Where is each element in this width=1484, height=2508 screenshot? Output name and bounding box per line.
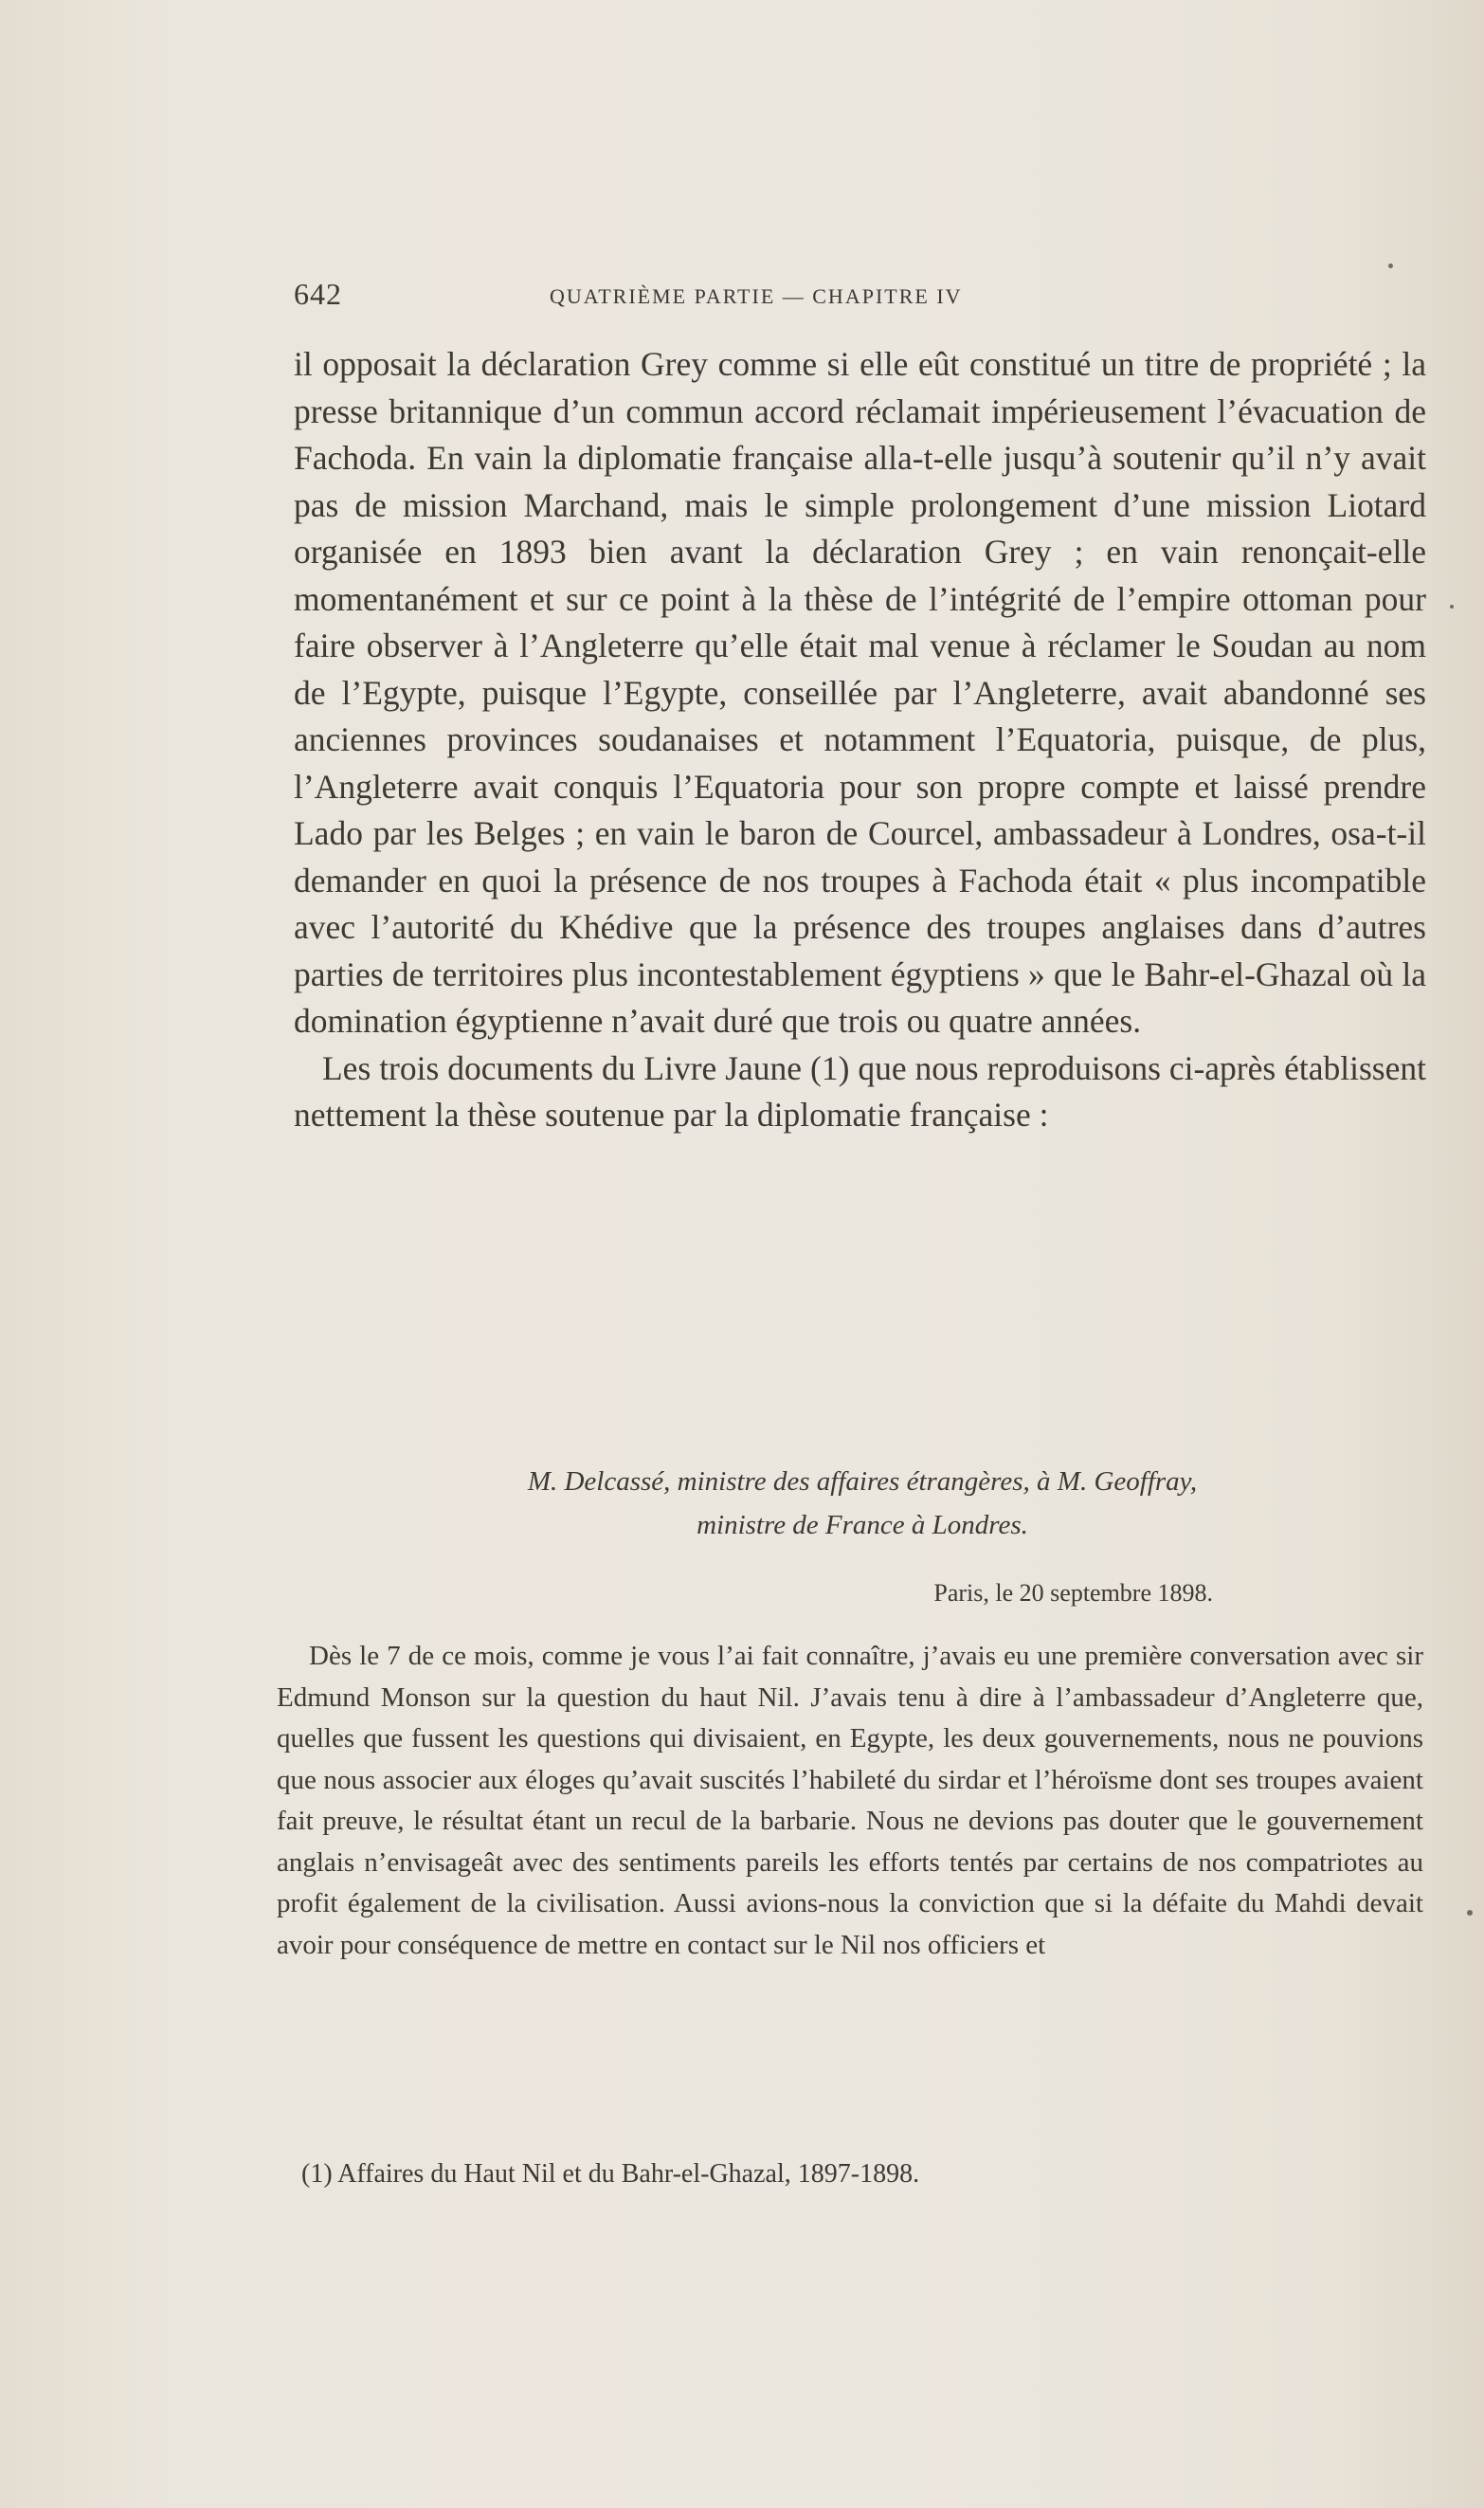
letter-recipient-line: ministre de France à Londres. bbox=[697, 1510, 1028, 1540]
letter-heading bbox=[360, 1460, 1365, 1547]
footnote: (1) Affaires du Haut Nil et du Bahr-el-Ghazal, 1897-1898. bbox=[301, 2159, 920, 2189]
letter-paragraph: Dès le 7 de ce mois, comme je vous l’ai fait connaître, j’avais eu une première conversation avec sir Edmund Monson sur la question du haut Nil. J’avais tenu à dire à l’ambassadeur d’Angleterre que, quelles que fussent les questions qui divisaient, en Egypte, les deux gouvernements, nous ne pouvions que nous associer aux éloges qu’avait suscités l’habileté du sirdar et l’héroïsme dont ses troupes avaient fait preuve, le résultat étant un recul de la barbarie. Nous ne devions pas douter que le gouvernement anglais n’envisageât avec des sentiments pareils les efforts tentés par certains de nos compatriotes au profit également de la civilisation. Aussi avions-nous la conviction que si la défaite du Mahdi devait avoir pour conséquence de mettre en contact sur le Nil nos officiers et bbox=[277, 1641, 1423, 1960]
page-header bbox=[294, 277, 1166, 315]
print-speck bbox=[1388, 264, 1393, 268]
letter-date: Paris, le 20 septembre 1898. bbox=[933, 1579, 1213, 1607]
print-speck bbox=[1467, 1910, 1473, 1916]
paragraph: il opposait la déclaration Grey comme si elle eût constitué un titre de propriété ; la presse britannique d’un commun accord réclamait impérieusement l’évacuation de Fachoda. En vain la diplomatie française alla-t-elle jusqu’à soutenir qu’il n’y avait pas de mission Marchand, mais le simple prolongement d’une mission Liotard organisée en 1893 bien avant la déclaration Grey ; en vain renonçait-elle momentanément et sur ce point à la thèse de l’intégrité de l’empire ottoman pour faire observer à l’Angleterre qu’elle était mal venue à réclamer le Soudan au nom de l’Egypte, puisque l’Egypte, conseillée par l’Angleterre, avait abandonné ses anciennes provinces soudanaises et notamment l’Equatoria, puisque, de plus, l’Angleterre avait conquis l’Equatoria pour son propre compte et laissé prendre Lado par les Belges ; en vain le baron de Courcel, ambassadeur à Londres, osa-t-il demander en quoi la présence de nos troupes à Fachoda était « plus incompatible avec l’autorité du Khédive que la présence des troupes anglaises dans d’autres parties de territoires plus incontestablement égyptiens » que le Bahr-el-Ghazal où la domination égyptienne n’avait duré que trois ou quatre années. bbox=[294, 345, 1426, 1040]
main-text bbox=[294, 341, 1426, 1139]
paragraph: Les trois documents du Livre Jaune (1) que nous reproduisons ci-après établissent nettement la thèse soutenue par la diplomatie française : bbox=[294, 1048, 1426, 1134]
page-number: 642 bbox=[294, 277, 342, 311]
running-head: QUATRIÈME PARTIE — CHAPITRE IV bbox=[550, 284, 963, 308]
letter-sender-line: M. Delcassé, ministre des affaires étrangères, à M. Geoffray, bbox=[527, 1466, 1198, 1497]
print-speck bbox=[1450, 605, 1454, 609]
letter-body bbox=[277, 1636, 1423, 1966]
